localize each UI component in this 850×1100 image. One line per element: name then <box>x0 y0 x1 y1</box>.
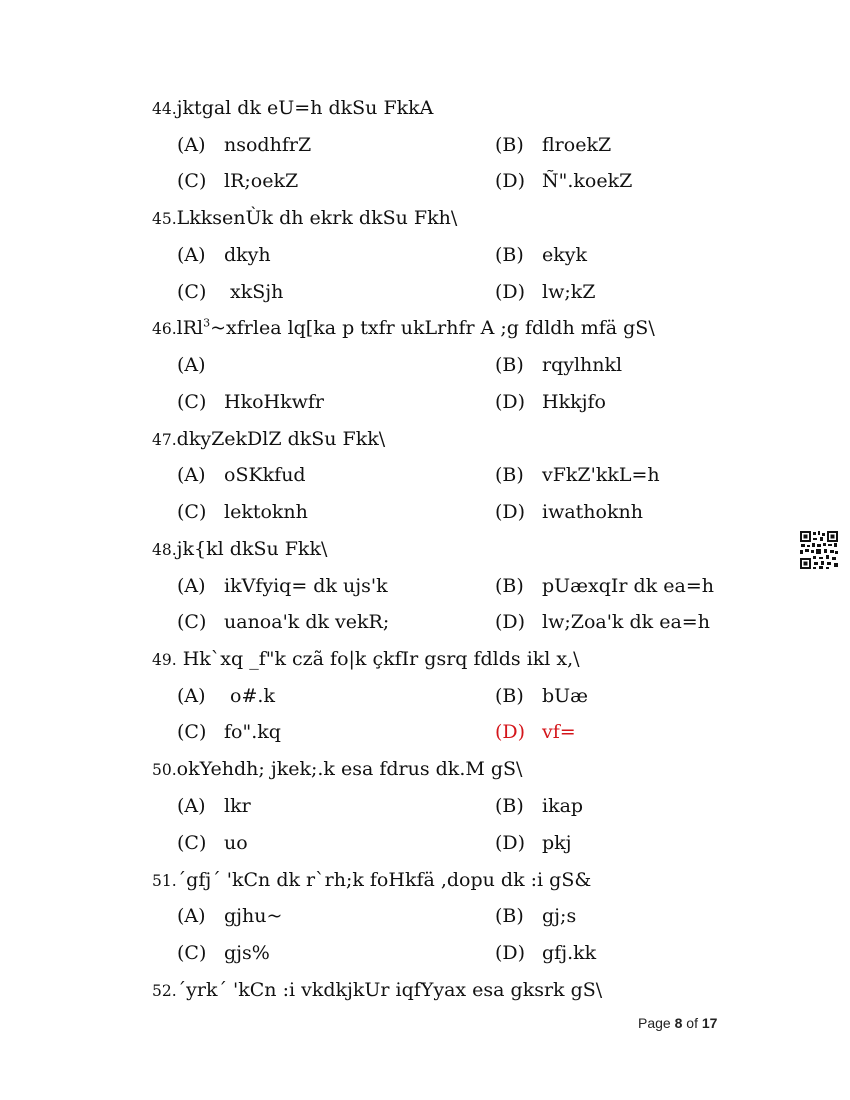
option-d: (D) Hkkjfo <box>495 391 606 413</box>
option-b: (B) bUæ <box>495 685 589 707</box>
option-a: (A) <box>177 354 206 376</box>
option-b: (B) pUæxqIr dk ea=h <box>495 575 714 597</box>
option-b: (B) flroekZ <box>495 134 612 156</box>
option-b: (B) ekyk <box>495 244 588 266</box>
question-51: 51.´gfj´ 'kCn dk r`rh;k foHkfä ,dopu dk :i gS& <box>152 869 592 891</box>
question-text: LkksenÙk dh ekrk dkSu Fkh\ <box>176 207 458 229</box>
option-b: (B) rqylhnkl <box>495 354 623 376</box>
question-44: 44.jktgal dk eU=h dkSu FkkA <box>152 97 434 119</box>
option-d: (D) lw;Zoa'k dk ea=h <box>495 611 710 633</box>
question-50: 50.okYehdh; jkek;.k esa fdrus dk.M gS\ <box>152 758 523 780</box>
option-c: (C) fo".kq <box>177 721 281 743</box>
option-a: (A) ikVfyiq= dk ujs'k <box>177 575 388 597</box>
qr-code-icon <box>799 530 839 570</box>
option-d: (D) pkj <box>495 832 572 854</box>
option-c: (C) lR;oekZ <box>177 170 299 192</box>
option-c: (C) uo <box>177 832 248 854</box>
question-text: ´gfj´ 'kCn dk r`rh;k foHkfä ,dopu dk :i gS& <box>176 869 592 891</box>
option-b: (B) vFkZ'kkL=h <box>495 464 660 486</box>
question-49: 49. Hk`xq _f"k czã fo|k çkfIr gsrq fdlds ikl x,\ <box>152 648 580 670</box>
option-a: (A) lkr <box>177 795 251 817</box>
option-c: (C) gjs% <box>177 942 270 964</box>
question-46: 46.lRl$^3$~xfrlea lq[ka p txfr ukLrhfr A ;g fdldh mfä gS\ <box>152 316 655 339</box>
question-47: 47.dkyZekDlZ dkSu Fkk\ <box>152 428 386 450</box>
question-text: dkyZekDlZ dkSu Fkk\ <box>176 428 386 450</box>
question-52: 52.´yrk´ 'kCn :i vkdkjkUr iqfYyax esa gksrk gS\ <box>152 979 603 1001</box>
option-d: (D) gfj.kk <box>495 942 597 964</box>
option-a: (A) dkyh <box>177 244 271 266</box>
option-c: (C) xkSjh <box>177 281 284 303</box>
option-a: (A) gjhu~ <box>177 905 283 927</box>
option-b: (B) ikap <box>495 795 584 817</box>
option-a: (A) o#.k <box>177 685 275 707</box>
option-d: (D) Ñ".koekZ <box>495 170 633 192</box>
option-d: (D) lw;kZ <box>495 281 596 303</box>
option-c: (C) HkoHkwfr <box>177 391 324 413</box>
question-text: jktgal dk eU=h dkSu FkkA <box>176 97 434 119</box>
option-a: (A) nsodhfrZ <box>177 134 312 156</box>
option-b: (B) gj;s <box>495 905 577 927</box>
question-text: ´yrk´ 'kCn :i vkdkjkUr iqfYyax esa gksrk gS\ <box>176 979 603 1001</box>
option-a: (A) oSKkfud <box>177 464 306 486</box>
page-footer: Page 8 of 17 <box>638 1015 718 1031</box>
option-d-highlighted: (D) vf= <box>495 721 576 743</box>
option-c: (C) lektoknh <box>177 501 308 523</box>
option-d: (D) iwathoknh <box>495 501 643 523</box>
question-45: 45.LkksenÙk dh ekrk dkSu Fkh\ <box>152 207 458 229</box>
question-text: jk{kl dkSu Fkk\ <box>176 538 328 560</box>
option-c: (C) uanoa'k dk vekR; <box>177 611 390 633</box>
question-text: Hk`xq _f"k czã fo|k çkfIr gsrq fdlds ikl x,\ <box>176 648 580 670</box>
question-text: okYehdh; jkek;.k esa fdrus dk.M gS\ <box>176 758 523 780</box>
question-48: 48.jk{kl dkSu Fkk\ <box>152 538 328 560</box>
